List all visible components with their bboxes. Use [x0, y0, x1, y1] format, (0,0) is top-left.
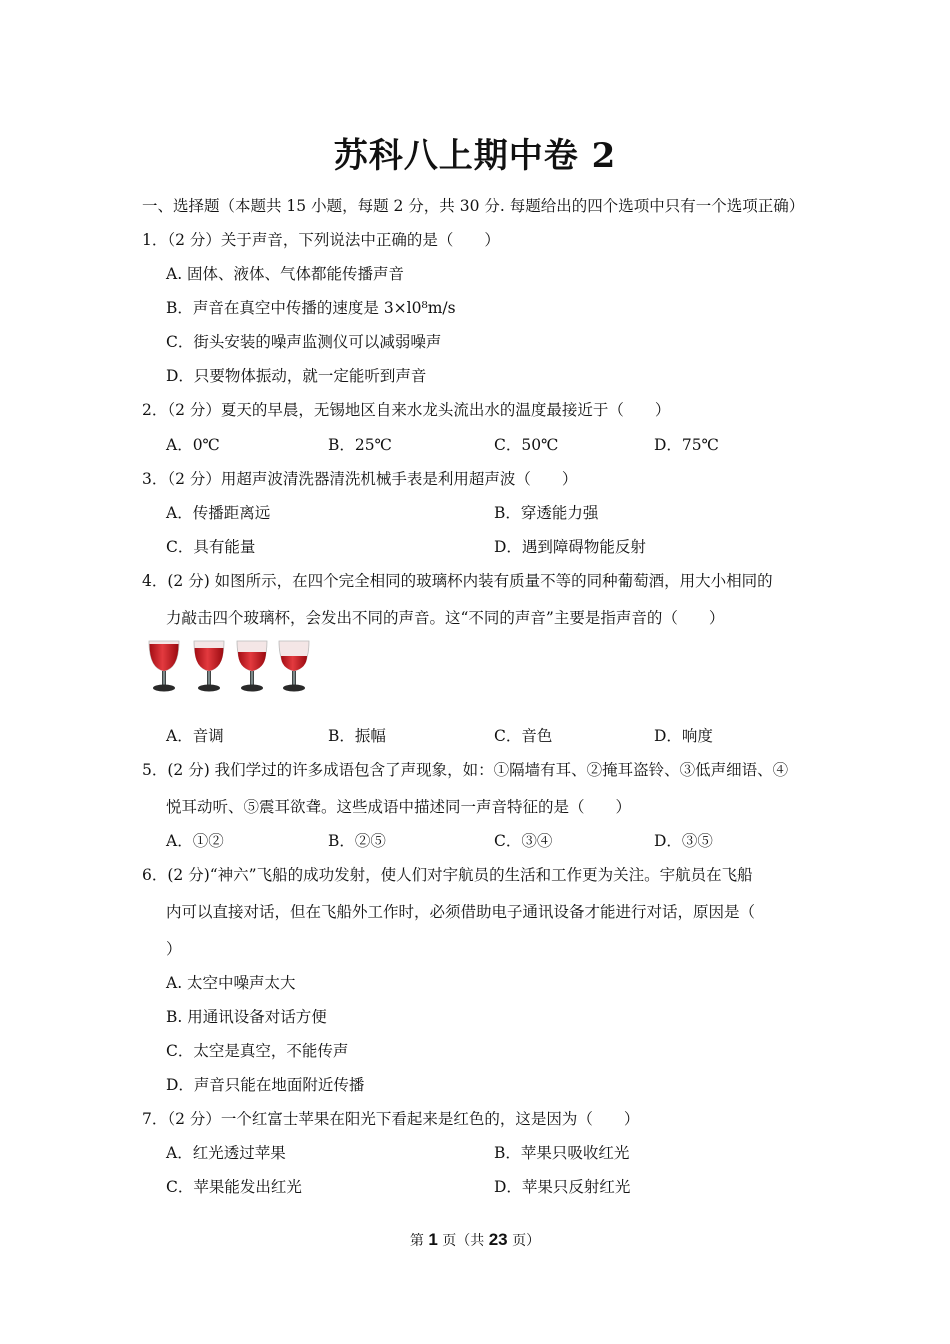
question-6-stem-line-1: 6．(2 分)“神六”飞船的成功发射，使人们对宇航员的生活和工作更为关注。宇航员在飞船 — [142, 866, 753, 884]
question-3-stem: 3．（2 分）用超声波清洗器清洗机械手表是利用超声波（ ） — [142, 470, 578, 488]
question-5-stem-line-2: 悦耳动听、⑤震耳欲聋。这些成语中描述同一声音特征的是（ ） — [166, 798, 632, 816]
question-5-option-c: C．③④ — [494, 832, 553, 850]
question-1-option-a: A. 固体、液体、气体都能传播声音 — [166, 265, 405, 283]
footer-prefix: 第 — [409, 1233, 424, 1249]
question-4-option-c: C．音色 — [494, 727, 553, 745]
question-7-option-c: C．苹果能发出红光 — [166, 1178, 302, 1196]
question-7-option-a: A．红光透过苹果 — [166, 1144, 286, 1162]
question-1-option-b: B．声音在真空中传播的速度是 3×l0⁸m/s — [166, 299, 456, 317]
question-3-option-d: D．遇到障碍物能反射 — [494, 538, 646, 556]
question-4-option-d: D．响度 — [654, 727, 713, 745]
question-7-option-d: D．苹果只反射红光 — [494, 1178, 631, 1196]
wine-glass-3 — [237, 641, 267, 692]
question-6-option-c: C．太空是真空，不能传声 — [166, 1042, 349, 1060]
wine-glass-2 — [194, 641, 224, 692]
question-5-stem-line-1: 5．(2 分) 我们学过的许多成语包含了声现象，如：①隔墙有耳、②掩耳盗铃、③低声细语、④ — [142, 761, 789, 779]
question-6-option-d: D．声音只能在地面附近传播 — [166, 1076, 365, 1094]
question-4-option-a: A．音调 — [166, 727, 224, 745]
question-2-option-b: B．25℃ — [328, 436, 392, 454]
question-4-stem-line-1: 4．(2 分) 如图所示，在四个完全相同的玻璃杯内装有质量不等的同种葡萄酒，用大小相同的 — [142, 572, 773, 590]
question-7-option-b: B．苹果只吸收红光 — [494, 1144, 630, 1162]
question-1-option-c: C．街头安装的噪声监测仪可以减弱噪声 — [166, 333, 442, 351]
question-4-stem-line-2: 力敲击四个玻璃杯，会发出不同的声音。这“不同的声音”主要是指声音的（ ） — [166, 609, 725, 627]
wine-glass-4 — [279, 641, 309, 692]
wine-glasses-figure — [146, 638, 314, 694]
question-3-option-b: B．穿透能力强 — [494, 504, 599, 522]
question-6-stem-line-3: ） — [166, 940, 182, 958]
question-4-option-b: B．振幅 — [328, 727, 386, 745]
page-footer — [0, 1230, 950, 1250]
footer-middle: 页（共 — [442, 1233, 485, 1249]
question-5-option-d: D．③⑤ — [654, 832, 713, 850]
question-3-option-a: A．传播距离远 — [166, 504, 271, 522]
footer-suffix: 页） — [512, 1233, 541, 1249]
question-6-option-b: B. 用通讯设备对话方便 — [166, 1008, 327, 1026]
wine-glass-1 — [149, 641, 179, 692]
question-1-option-d: D．只要物体振动，就一定能听到声音 — [166, 367, 427, 385]
question-2-option-d: D．75℃ — [654, 436, 719, 454]
question-6-stem-line-2: 内可以直接对话，但在飞船外工作时，必须借助电子通讯设备才能进行对话，原因是（ — [166, 903, 756, 921]
footer-total-pages: 23 — [488, 1230, 508, 1249]
question-3-option-c: C．具有能量 — [166, 538, 256, 556]
footer-page-number: 1 — [428, 1230, 438, 1249]
question-2-option-c: C．50℃ — [494, 436, 559, 454]
question-2-stem: 2．（2 分）夏天的早晨，无锡地区自来水龙头流出水的温度最接近于（ ） — [142, 401, 671, 419]
document-title: 苏科八上期中卷 2 — [333, 136, 617, 176]
question-6-option-a: A. 太空中噪声太大 — [166, 974, 296, 992]
question-7-stem: 7．（2 分）一个红富士苹果在阳光下看起来是红色的，这是因为（ ） — [142, 1110, 640, 1128]
question-5-option-a: A．①② — [166, 832, 224, 850]
question-1-stem: 1．（2 分）关于声音，下列说法中正确的是（ ） — [142, 231, 500, 249]
section-heading: 一、选择题（本题共 15 小题，每题 2 分，共 30 分. 每题给出的四个选项中只有一个选项正确） — [142, 197, 805, 215]
question-5-option-b: B．②⑤ — [328, 832, 386, 850]
question-2-option-a: A．0℃ — [166, 436, 220, 454]
